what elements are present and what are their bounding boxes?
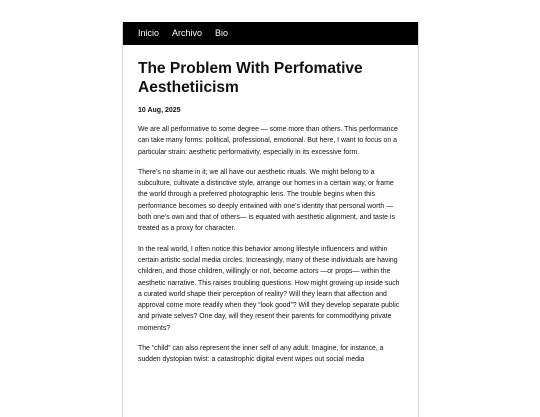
article-paragraph-3: In the real world, I often notice this behavior among lifestyle influencers and within certain artistic social media circles. Increasingly, many of these individuals are having children, and those children, willingly or not, become actors —or props— within the aesthetic narrative. This raises troubling questions. How might growing up inside such a curated world shape their perception of reality? Will they learn that affection and approval come more readily when they “look good”? Will they develop separate public and private selves? One day, will they resent their parents for commodifying private moments? — [138, 245, 400, 332]
article-page — [122, 22, 419, 417]
article-paragraph-2: There’s no shame in it; we all have our aesthetic rituals. We might belong to a subculture, cultivate a distinctive style, arrange our homes in a certain way, or frame the world through a preferred photographic lens. The trouble begins when this performance becomes so deeply entwined with one’s identity that personal worth —both one’s own and that of others— is equated with aesthetic alignment, and taste is treated as a proxy for character. — [138, 168, 395, 233]
article-paragraph-1: We are all performative to some degree — some more than others. This performance can take many forms: political, professional, emotional. But here, I want to focus on a particular strain: aesthetic performativity, especially in its excessive form. — [138, 126, 398, 156]
article-content — [123, 45, 418, 366]
nav-link-archivo[interactable]: Archivo — [172, 28, 203, 38]
nav-link-inicio[interactable]: Inicio — [138, 28, 160, 38]
article-title: The Problem With Perfomative Aesthetiicism — [138, 60, 363, 96]
article-date: 10 Aug, 2025 — [138, 107, 181, 114]
top-navbar — [123, 22, 418, 45]
article-paragraph-4: The “child” can also represent the inner self of any adult. Imagine, for instance, a sudden dystopian twist: a catastrophic digital event wipes out social media — [138, 345, 384, 364]
nav-link-bio[interactable]: Bio — [215, 28, 229, 38]
